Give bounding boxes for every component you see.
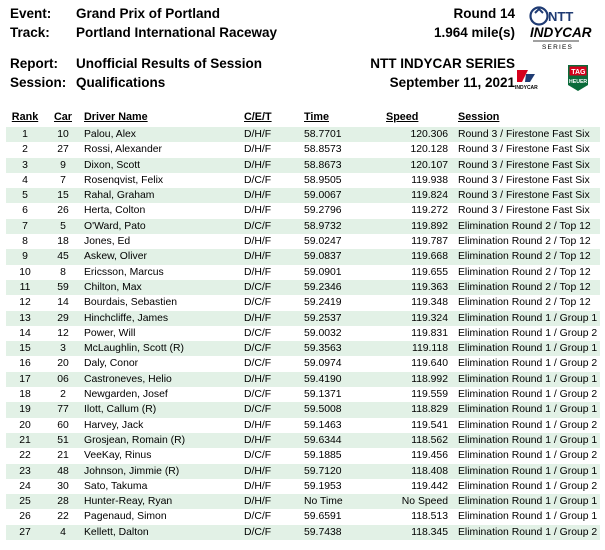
table-row (6, 203, 600, 218)
table-row (6, 525, 600, 540)
speed-cell: 119.787 (411, 236, 448, 248)
driver-name-cell: Castroneves, Helio (82, 372, 244, 387)
speed-cell: 119.118 (374, 341, 452, 356)
driver-name-cell: Jones, Ed (84, 236, 131, 248)
car-cell: 21 (57, 450, 69, 462)
session-cell: Elimination Round 2 / Top 12 (458, 297, 591, 309)
table-row (6, 494, 600, 509)
event-value: Grand Prix of Portland (76, 6, 221, 21)
time-cell: 58.9732 (304, 219, 374, 234)
time-cell: 59.1953 (304, 480, 342, 492)
cet-cell: D/C/F (244, 450, 272, 462)
cet-cell: D/H/F (244, 188, 304, 203)
time-cell: 58.9505 (304, 174, 342, 186)
session-cell: Elimination Round 1 / Group 2 (458, 358, 598, 370)
time-cell: 59.1885 (304, 450, 342, 462)
session-cell: Round 3 / Firestone Fast Six (458, 174, 590, 186)
speed-cell: 120.107 (374, 158, 452, 173)
table-row (6, 448, 600, 463)
car-cell: 18 (57, 236, 69, 248)
car-cell: 8 (60, 266, 66, 278)
speed-cell: 118.408 (374, 464, 452, 479)
cet-cell: D/C/F (244, 174, 272, 186)
driver-name-cell: Rossi, Alexander (84, 144, 162, 156)
speed-cell: 118.345 (374, 525, 452, 540)
tag-heuer-logo (567, 64, 589, 92)
speed-cell: 119.272 (411, 205, 448, 217)
rank-cell: 19 (6, 402, 44, 417)
session-cell: Elimination Round 1 / Group 1 (452, 372, 600, 387)
results-table (6, 111, 600, 540)
rank-cell: 13 (6, 311, 44, 326)
time-cell: 59.0901 (304, 266, 342, 278)
speed-cell: 119.559 (411, 389, 448, 401)
driver-name-cell: Pagenaud, Simon (84, 511, 167, 523)
table-row (6, 295, 600, 310)
rank-cell: 17 (6, 372, 44, 387)
car-cell: 22 (57, 511, 69, 523)
driver-name-cell: Rahal, Graham (82, 188, 244, 203)
speed-cell: 120.306 (374, 127, 452, 142)
car-cell: 10 (44, 127, 82, 142)
car-cell: 20 (57, 358, 69, 370)
time-cell: 59.0247 (304, 236, 342, 248)
session-date: September 11, 2021 (389, 75, 515, 90)
driver-name-cell: Grosjean, Romain (R) (82, 433, 244, 448)
session-cell: Elimination Round 1 / Group 1 (452, 402, 600, 417)
table-row (6, 127, 600, 142)
driver-name-cell: Palou, Alex (82, 127, 244, 142)
car-cell: 26 (57, 205, 69, 217)
table-row (6, 265, 600, 280)
session-cell: Elimination Round 1 / Group 2 (458, 327, 598, 339)
cet-cell: D/C/F (244, 341, 304, 356)
session-cell: Elimination Round 1 / Group 1 (452, 341, 600, 356)
speed-cell: 118.562 (374, 433, 452, 448)
speed-cell: 119.655 (411, 266, 448, 278)
session-cell: Elimination Round 2 / Top 12 (452, 280, 600, 295)
speed-cell: 119.541 (411, 419, 448, 431)
table-row (6, 234, 600, 249)
driver-name-cell: Herta, Colton (84, 205, 146, 217)
time-cell: 59.7120 (304, 464, 374, 479)
cet-cell: D/C/F (244, 327, 272, 339)
driver-name-cell: Dixon, Scott (82, 158, 244, 173)
table-row (6, 142, 600, 157)
speed-cell: 119.892 (374, 219, 452, 234)
driver-name-cell: McLaughlin, Scott (R) (82, 341, 244, 356)
car-cell: 12 (57, 327, 69, 339)
track-label: Track: (10, 25, 50, 40)
cet-cell: D/H/F (244, 236, 272, 248)
col-car: Car (53, 111, 72, 123)
rank-cell: 15 (6, 341, 44, 356)
car-cell: 30 (57, 480, 69, 492)
rank-cell: 21 (6, 433, 44, 448)
time-cell: 59.4190 (304, 372, 374, 387)
svg-text:HEUER: HEUER (569, 79, 588, 85)
cet-cell: D/H/F (244, 464, 304, 479)
speed-cell: 118.513 (411, 511, 448, 523)
driver-name-cell: VeeKay, Rinus (84, 450, 152, 462)
table-row (6, 158, 600, 173)
speed-cell: 119.324 (374, 311, 452, 326)
rank-cell: 25 (6, 494, 44, 509)
driver-name-cell: Ericsson, Marcus (84, 266, 164, 278)
session-cell: Round 3 / Firestone Fast Six (458, 144, 590, 156)
rank-cell: 18 (19, 389, 31, 401)
car-cell: 45 (44, 249, 82, 264)
col-driver-name: Driver Name (84, 111, 148, 123)
col-cet: C/E/T (244, 111, 272, 123)
table-row (6, 326, 600, 341)
car-cell: 7 (60, 174, 66, 186)
rank-cell: 2 (22, 144, 28, 156)
car-cell: 4 (44, 525, 82, 540)
cet-cell: D/C/F (244, 219, 304, 234)
rank-cell: 5 (6, 188, 44, 203)
session-cell: Elimination Round 1 / Group 1 (452, 311, 600, 326)
speed-cell: 118.992 (374, 372, 452, 387)
driver-name-cell: Power, Will (84, 327, 136, 339)
rank-cell: 24 (19, 480, 31, 492)
time-cell: 59.2346 (304, 280, 374, 295)
session-cell: Elimination Round 1 / Group 2 (452, 525, 600, 540)
session-cell: Elimination Round 1 / Group 1 (452, 494, 600, 509)
speed-cell: 119.442 (411, 480, 448, 492)
time-cell: 59.3563 (304, 341, 374, 356)
rank-cell: 12 (19, 297, 31, 309)
session-cell: Elimination Round 2 / Top 12 (458, 266, 591, 278)
car-cell: 77 (44, 402, 82, 417)
speed-cell: 119.668 (374, 249, 452, 264)
report-label: Report: (10, 56, 58, 71)
table-row (6, 479, 600, 494)
rank-cell: 1 (6, 127, 44, 142)
col-time: Time (304, 111, 330, 123)
ntt-indycar-series-logo (527, 4, 592, 60)
driver-name-cell: Bourdais, Sebastien (84, 297, 177, 309)
session-value: Qualifications (76, 75, 166, 90)
time-cell: 59.0974 (304, 358, 342, 370)
time-cell: 58.7701 (304, 127, 374, 142)
round-number: Round 14 (453, 6, 515, 21)
driver-name-cell: Sato, Takuma (84, 480, 148, 492)
cet-cell: D/H/F (244, 311, 304, 326)
table-row (6, 464, 600, 479)
col-rank: Rank (11, 111, 39, 123)
car-cell: 60 (57, 419, 69, 431)
session-cell: Elimination Round 2 / Top 12 (458, 236, 591, 248)
driver-name-cell: Harvey, Jack (84, 419, 144, 431)
cet-cell: D/C/F (244, 297, 272, 309)
driver-name-cell: Newgarden, Josef (84, 389, 168, 401)
speed-cell: No Speed (374, 494, 452, 509)
rank-cell: 16 (19, 358, 31, 370)
cet-cell: D/C/F (244, 402, 304, 417)
table-row (6, 249, 600, 264)
driver-name-cell: Chilton, Max (82, 280, 244, 295)
table-header-row (6, 111, 600, 127)
svg-text:TAG: TAG (571, 69, 586, 76)
speed-cell: 119.456 (411, 450, 448, 462)
table-row (6, 341, 600, 356)
speed-cell: 120.128 (410, 144, 448, 156)
cet-cell: D/H/F (244, 372, 304, 387)
table-row (6, 433, 600, 448)
table-row (6, 387, 600, 402)
car-cell: 27 (57, 144, 69, 156)
rank-cell: 23 (6, 464, 44, 479)
rank-cell: 7 (6, 219, 44, 234)
car-cell: 06 (44, 372, 82, 387)
table-row (6, 311, 600, 326)
cet-cell: D/H/F (244, 419, 272, 431)
session-cell: Elimination Round 1 / Group 1 (452, 464, 600, 479)
session-cell: Elimination Round 1 / Group 1 (458, 511, 598, 523)
table-row (6, 402, 600, 417)
speed-cell: 119.348 (411, 297, 448, 309)
table-row (6, 219, 600, 234)
table-row (6, 173, 600, 188)
table-row (6, 372, 600, 387)
car-cell: 28 (44, 494, 82, 509)
rank-cell: 22 (19, 450, 31, 462)
table-row (6, 188, 600, 203)
car-cell: 3 (44, 341, 82, 356)
cet-cell: D/H/F (244, 127, 304, 142)
cet-cell: D/C/F (244, 389, 272, 401)
session-cell: Round 3 / Firestone Fast Six (452, 188, 600, 203)
session-cell: Elimination Round 1 / Group 1 (452, 433, 600, 448)
time-cell: 59.5008 (304, 402, 374, 417)
speed-cell: 119.363 (374, 280, 452, 295)
rank-cell: 6 (22, 205, 28, 217)
driver-name-cell: Ilott, Callum (R) (82, 402, 244, 417)
driver-name-cell: Rosenqvist, Felix (84, 174, 164, 186)
time-cell: 59.0837 (304, 249, 374, 264)
cet-cell: D/C/F (244, 525, 304, 540)
car-cell: 2 (60, 389, 66, 401)
cet-cell: D/C/F (244, 358, 272, 370)
driver-name-cell: O'Ward, Pato (82, 219, 244, 234)
time-cell: 59.2537 (304, 311, 374, 326)
session-cell: Round 3 / Firestone Fast Six (458, 205, 590, 217)
driver-name-cell: Kellett, Dalton (82, 525, 244, 540)
indycar-mark-logo (514, 66, 538, 92)
session-cell: Round 3 / Firestone Fast Six (452, 127, 600, 142)
driver-name-cell: Askew, Oliver (82, 249, 244, 264)
track-length: 1.964 mile(s) (433, 25, 515, 40)
session-cell: Elimination Round 1 / Group 2 (458, 389, 598, 401)
time-cell: 59.0067 (304, 188, 374, 203)
table-row (6, 509, 600, 524)
speed-cell: 119.640 (411, 358, 448, 370)
session-cell: Elimination Round 2 / Top 12 (452, 249, 600, 264)
track-value: Portland International Raceway (76, 25, 278, 40)
table-row (6, 280, 600, 295)
rank-cell: 11 (6, 280, 44, 295)
car-cell: 15 (44, 188, 82, 203)
session-cell: Elimination Round 2 / Top 12 (452, 219, 600, 234)
time-cell: 59.7438 (304, 525, 374, 540)
rank-cell: 8 (22, 236, 28, 248)
svg-text:INDYCAR: INDYCAR (515, 85, 538, 91)
series-name: NTT INDYCAR SERIES (370, 56, 515, 71)
driver-name-cell: Johnson, Jimmie (R) (82, 464, 244, 479)
session-cell: Elimination Round 1 / Group 2 (458, 419, 598, 431)
cet-cell: D/H/F (244, 480, 272, 492)
time-cell: 59.1463 (304, 419, 342, 431)
speed-cell: 119.824 (374, 188, 452, 203)
report-value: Unofficial Results of Session (76, 56, 263, 71)
session-cell: Round 3 / Firestone Fast Six (452, 158, 600, 173)
time-cell: 58.8673 (304, 158, 374, 173)
svg-text:SERIES: SERIES (542, 44, 574, 51)
speed-cell: 119.938 (411, 174, 448, 186)
svg-text:INDYCAR: INDYCAR (530, 25, 592, 40)
car-cell: 59 (44, 280, 82, 295)
time-cell: 58.8573 (304, 144, 342, 156)
rank-cell: 9 (6, 249, 44, 264)
time-cell: 59.1371 (304, 389, 342, 401)
driver-name-cell: Hinchcliffe, James (82, 311, 244, 326)
time-cell: 59.2796 (304, 205, 342, 217)
rank-cell: 10 (19, 266, 31, 278)
cet-cell: D/H/F (244, 433, 304, 448)
rank-cell: 27 (6, 525, 44, 540)
car-cell: 9 (44, 158, 82, 173)
time-cell: 59.6591 (304, 511, 342, 523)
cet-cell: D/C/F (244, 280, 304, 295)
car-cell: 48 (44, 464, 82, 479)
time-cell: 59.2419 (304, 297, 342, 309)
time-cell: 59.6344 (304, 433, 374, 448)
car-cell: 14 (57, 297, 69, 309)
event-label: Event: (10, 6, 52, 21)
col-speed: Speed (386, 111, 419, 123)
table-row (6, 418, 600, 433)
speed-cell: 118.829 (374, 402, 452, 417)
rank-cell: 26 (19, 511, 31, 523)
svg-text:NTT: NTT (548, 9, 574, 24)
cet-cell: D/H/F (244, 494, 304, 509)
car-cell: 51 (44, 433, 82, 448)
driver-name-cell: Daly, Conor (84, 358, 139, 370)
col-session: Session (458, 111, 500, 123)
rank-cell: 3 (6, 158, 44, 173)
speed-cell: 119.831 (411, 327, 448, 339)
driver-name-cell: Hunter-Reay, Ryan (82, 494, 244, 509)
car-cell: 5 (44, 219, 82, 234)
table-row (6, 356, 600, 371)
cet-cell: D/H/F (244, 158, 304, 173)
rank-cell: 20 (19, 419, 31, 431)
session-cell: Elimination Round 1 / Group 2 (458, 480, 598, 492)
cet-cell: D/C/F (244, 511, 272, 523)
results-body (6, 127, 600, 540)
time-cell: 59.0032 (304, 327, 342, 339)
time-cell: No Time (304, 494, 374, 509)
session-label: Session: (10, 75, 67, 90)
rank-cell: 14 (19, 327, 31, 339)
rank-cell: 4 (22, 174, 28, 186)
car-cell: 29 (44, 311, 82, 326)
cet-cell: D/H/F (244, 144, 272, 156)
cet-cell: D/H/F (244, 205, 272, 217)
session-cell: Elimination Round 1 / Group 2 (458, 450, 598, 462)
cet-cell: D/H/F (244, 266, 272, 278)
cet-cell: D/H/F (244, 249, 304, 264)
